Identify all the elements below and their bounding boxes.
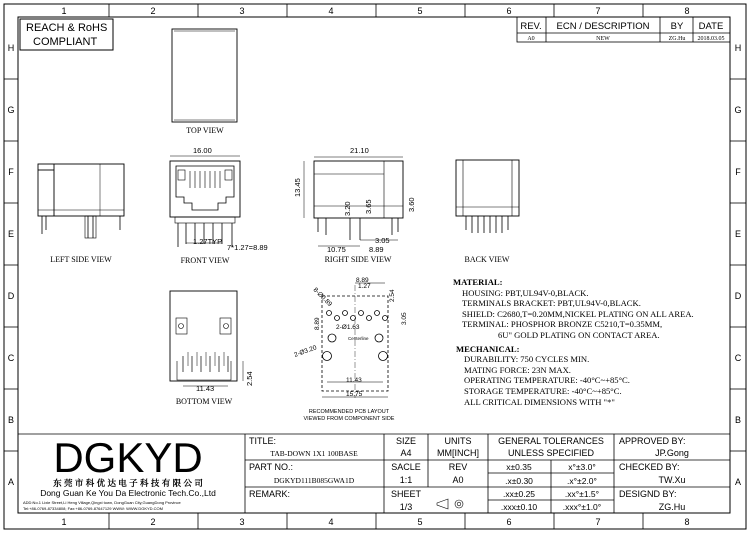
material-line: TERMINALS BRACKET: PBT,UL94V-0,BLACK.: [462, 298, 641, 308]
dim-side-10-75: 10.75: [327, 245, 346, 254]
dim-bottom-11-43: 11.43: [196, 384, 215, 393]
front-view: [170, 156, 240, 247]
right-side-view-label: RIGHT SIDE VIEW: [324, 255, 392, 264]
col-label-bottom: 2: [150, 517, 156, 527]
row-label-left: B: [7, 415, 15, 425]
size-value: A4: [400, 448, 412, 458]
remark-label: REMARK:: [249, 489, 291, 499]
mechanical-line: DURABILITY: 750 CYCLES MIN.: [464, 354, 590, 364]
company-contact: Tel:+86-0769-87334808; Fax:+86-0769-87647129 WWW: WWW.DGKYD.COM: [23, 506, 163, 511]
row-label-left: G: [7, 105, 15, 115]
ecn-header: ECN / DESCRIPTION: [556, 21, 650, 32]
col-label-bottom: 8: [684, 517, 690, 527]
tolerance-linear: .xxx±0.10: [500, 502, 538, 512]
dim-front-pitch: 1.27TYP: [193, 237, 223, 246]
part-no-value: DGKYD111B085GWA1D: [273, 476, 355, 485]
sheet-label: SHEET: [390, 489, 422, 499]
date-header: DATE: [698, 21, 724, 32]
dim-side-3-60: 3.60: [407, 197, 416, 212]
row-label-right: C: [734, 353, 742, 363]
dim-side-8-89: 8.89: [369, 245, 384, 254]
dim-pcb-11-43: 11.43: [346, 377, 362, 384]
col-label-top: 5: [417, 6, 423, 16]
compliance-line2: COMPLIANT: [33, 36, 98, 48]
col-label-bottom: 4: [328, 517, 334, 527]
col-label-top: 4: [328, 6, 334, 16]
spec-notes: [453, 277, 694, 407]
pcb-centerline-label: Centerline: [348, 336, 369, 341]
scale-label: SACLE: [391, 462, 421, 472]
dim-side-3-65: 3.65: [364, 199, 373, 214]
material-line: TERMINAL: PHOSPHOR BRONZE C5210,T=0.35MM,: [462, 319, 663, 329]
sheet-value: 1/3: [399, 502, 413, 512]
title-value: TAB-DOWN 1X1 100BASE: [270, 449, 358, 458]
tolerance-heading-line2: UNLESS SPECIFIED: [507, 448, 595, 458]
material-heading: MATERIAL:: [453, 277, 503, 287]
company-name-en: Dong Guan Ke You Da Electronic Tech.Co.,Ltd: [40, 488, 216, 498]
row-label-left: F: [8, 167, 14, 177]
col-label-bottom: 3: [239, 517, 245, 527]
tolerance-angular: .xxx°±1.0°: [562, 502, 602, 512]
col-label-top: 6: [506, 6, 512, 16]
size-label: SIZE: [395, 436, 417, 446]
col-label-bottom: 6: [506, 517, 512, 527]
title-label: TITLE:: [249, 436, 277, 446]
tolerance-angular: .x°±2.0°: [567, 476, 597, 486]
dim-side-height: 13.45: [293, 178, 302, 197]
by-cell: ZG.Hu: [668, 36, 686, 42]
right-side-view: [304, 157, 403, 246]
mechanical-line: STORAGE TEMPERATURE: -40°C~+85°C.: [464, 386, 622, 396]
row-label-left: D: [7, 291, 15, 301]
tolerance-heading-line1: GENERAL TOLERANCES: [498, 436, 604, 446]
checked-by-value: TW.Xu: [658, 475, 686, 485]
compliance-line1: REACH & RoHS: [26, 22, 108, 34]
approved-by-label: APPROVED BY:: [619, 436, 686, 446]
top-view: [172, 29, 237, 122]
dim-pcb-8-89: 8.89: [356, 277, 369, 284]
designed-by-value: ZG.Hu: [658, 502, 686, 512]
company-address: ADD:No.1 Lixie Street,Li Heng Village,Qingxi town, DongGuan City,GuangDong Province: [23, 500, 181, 505]
top-view-label: TOP VIEW: [186, 126, 224, 135]
tolerance-angular: .xx°±1.5°: [564, 489, 600, 499]
dim-pcb-2x3-20: 2-Ø3.20: [293, 344, 318, 359]
row-label-left: E: [7, 229, 15, 239]
rev-label: REV: [448, 462, 468, 472]
dim-pcb-8-89-vert: 8.89: [314, 317, 321, 330]
material-line: SHIELD: C2680,T=0.20MM,NICKEL PLATING ON ALL AREA.: [462, 309, 694, 319]
checked-by-label: CHECKED BY:: [619, 462, 680, 472]
mechanical-line: ALL CRITICAL DIMENSIONS WITH "*": [464, 397, 615, 407]
mechanical-line: MATING FORCE: 23N MAX.: [464, 365, 571, 375]
dim-front-width: 16.00: [193, 146, 212, 155]
row-label-left: C: [7, 353, 15, 363]
material-line: 6U" GOLD PLATING ON CONTACT AREA.: [498, 330, 660, 340]
dim-pcb-1-27: 1.27: [358, 283, 371, 290]
rev-header: REV.: [520, 21, 542, 32]
col-label-top: 2: [150, 6, 156, 16]
dim-front-span: 7*1.27=8.89: [227, 243, 268, 252]
left-side-view: [38, 164, 124, 238]
col-label-top: 7: [595, 6, 601, 16]
col-label-top: 3: [239, 6, 245, 16]
bottom-view-label: BOTTOM VIEW: [175, 397, 233, 406]
rev-cell: A0: [527, 36, 535, 42]
tolerance-angular: x°±3.0°: [568, 462, 596, 472]
col-label-top: 1: [61, 6, 67, 16]
ecn-cell: NEW: [596, 36, 610, 42]
company-logo: DGKYD: [53, 434, 203, 481]
company-name-cn: 东 莞 市 科 优 达 电 子 科 技 有 限 公 司: [53, 478, 203, 488]
date-cell: 2018.03.05: [697, 36, 725, 42]
row-label-right: D: [734, 291, 742, 301]
mechanical-line: OPERATING TEMPERATURE: -40°C~+85°C.: [464, 375, 630, 385]
front-view-label: FRONT VIEW: [180, 256, 230, 265]
row-label-right: E: [734, 229, 742, 239]
dim-pcb-2-54: 2.54: [389, 289, 396, 302]
col-label-bottom: 5: [417, 517, 423, 527]
mechanical-heading: MECHANICAL:: [456, 344, 520, 354]
dim-side-3-20: 3.20: [343, 201, 352, 216]
units-label: UNITS: [444, 436, 472, 446]
back-view-label: BACK VIEW: [464, 255, 510, 264]
designed-by-label: DESIGND BY:: [619, 489, 677, 499]
left-side-view-label: LEFT SIDE VIEW: [50, 255, 112, 264]
dim-pcb-8x0-89: 8-Ø0.89: [311, 286, 334, 309]
col-label-top: 8: [684, 6, 690, 16]
dim-pcb-3-05: 3.05: [401, 312, 408, 325]
dim-pcb-2x1-63: 2-Ø1.63: [336, 324, 360, 331]
by-header: BY: [670, 21, 684, 32]
row-label-right: G: [734, 105, 742, 115]
pcb-caption-line2: VIEWED FROM COMPONENT SIDE: [303, 416, 395, 422]
row-label-right: H: [734, 43, 742, 53]
dim-side-3-05: 3.05: [375, 236, 390, 245]
projection-symbol-icon: [437, 499, 463, 509]
col-label-bottom: 7: [595, 517, 601, 527]
tolerance-linear: x±0.35: [506, 462, 532, 472]
row-label-left: H: [7, 43, 15, 53]
scale-value: 1:1: [399, 475, 413, 485]
rev-value: A0: [452, 475, 464, 485]
approved-by-value: JP.Gong: [655, 448, 689, 458]
units-value: MM[INCH]: [437, 448, 479, 458]
pcb-caption-line1: RECOMMENDED PCB LAYOUT: [308, 409, 390, 415]
row-label-left: A: [7, 477, 15, 487]
part-no-label: PART NO.:: [249, 462, 294, 472]
row-label-right: A: [734, 477, 742, 487]
row-label-right: B: [734, 415, 742, 425]
dim-side-width: 21.10: [350, 146, 369, 155]
row-label-right: F: [735, 167, 741, 177]
col-label-bottom: 1: [61, 517, 67, 527]
dim-bottom-2-54: 2.54: [245, 371, 254, 386]
back-view: [456, 160, 519, 233]
tolerance-linear: .xx±0.25: [502, 489, 536, 499]
bottom-view: [170, 291, 243, 386]
material-line: HOUSING: PBT,UL94V-0,BLACK.: [462, 288, 589, 298]
tolerance-linear: .x±0.30: [505, 476, 533, 486]
dim-pcb-15-75: 15.75: [346, 391, 363, 398]
